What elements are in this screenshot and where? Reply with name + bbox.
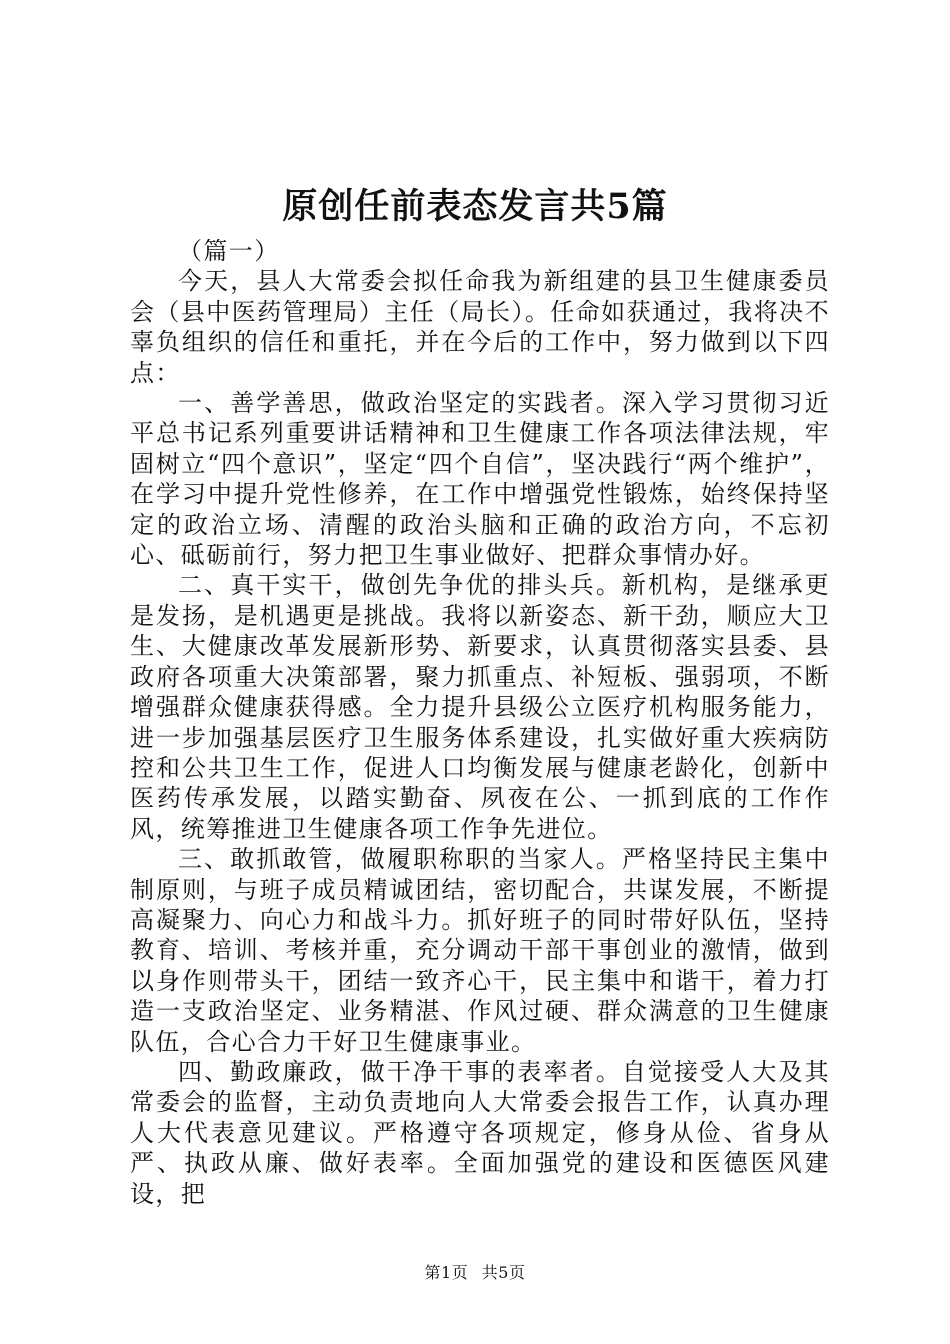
page-footer — [0, 1262, 950, 1284]
document-body — [130, 236, 830, 1209]
document-title: 原创任前表态发言共5篇 — [282, 186, 668, 227]
page-total: 共5页 — [481, 1263, 526, 1282]
section-heading-1: （篇一） — [178, 237, 280, 265]
paragraph-point-2: 二、真干实干，做创先争优的排头兵。新机构，是继承更是发扬，是机遇更是挑战。我将以新姿态、新干劲，顺应大卫生、大健康改革发展新形势、新要求，认真贯彻落实县委、县政府各项重大决策部署，聚力抓重点、补短板、强弱项，不断增强群众健康获得感。全力提升县级公立医疗机构服务能力，进一步加强基层医疗卫生服务体系建设，扎实做好重大疾病防控和公共卫生工作，促进人口均衡发展与健康老龄化，创新中医药传承发展，以踏实勤奋、夙夜在公、一抓到底的工作作风，统筹推进卫生健康各项工作争先进位。 — [130, 571, 830, 843]
paragraph-intro: 今天，县人大常委会拟任命我为新组建的县卫生健康委员会（县中医药管理局）主任（局长）。任命如获通过，我将决不辜负组织的信任和重托，并在今后的工作中，努力做到以下四点： — [130, 267, 830, 387]
paragraph-point-3: 三、敢抓敢管，做履职称职的当家人。严格坚持民主集中制原则，与班子成员精诚团结，密切配合，共谋发展，不断提高凝聚力、向心力和战斗力。抓好班子的同时带好队伍，坚持教育、培训、考核并重，充分调动干部干事创业的激情，做到以身作则带头干，团结一致齐心干，民主集中和谐干，着力打造一支政治坚定、业务精湛、作风过硬、群众满意的卫生健康队伍，合心合力干好卫生健康事业。 — [130, 845, 830, 1056]
paragraph-point-1: 一、善学善思，做政治坚定的实践者。深入学习贯彻习近平总书记系列重要讲话精神和卫生健康工作各项法律法规，牢固树立“四个意识”，坚定“四个自信”，坚决践行“两个维护”，在学习中提升党性修养，在工作中增强党性锻炼，始终保持坚定的政治立场、清醒的政治头脑和正确的政治方向，不忘初心、砥砺前行，努力把卫生事业做好、把群众事情办好。 — [130, 389, 830, 570]
page-number: 第1页 — [424, 1263, 469, 1282]
paragraph-point-4: 四、勤政廉政，做干净干事的表率者。自觉接受人大及其常委会的监督，主动负责地向人大常委会报告工作，认真办理人大代表意见建议。严格遵守各项规定，修身从俭、省身从严、执政从廉、做好表率。全面加强党的建设和医德医风建设，把 — [130, 1057, 830, 1208]
